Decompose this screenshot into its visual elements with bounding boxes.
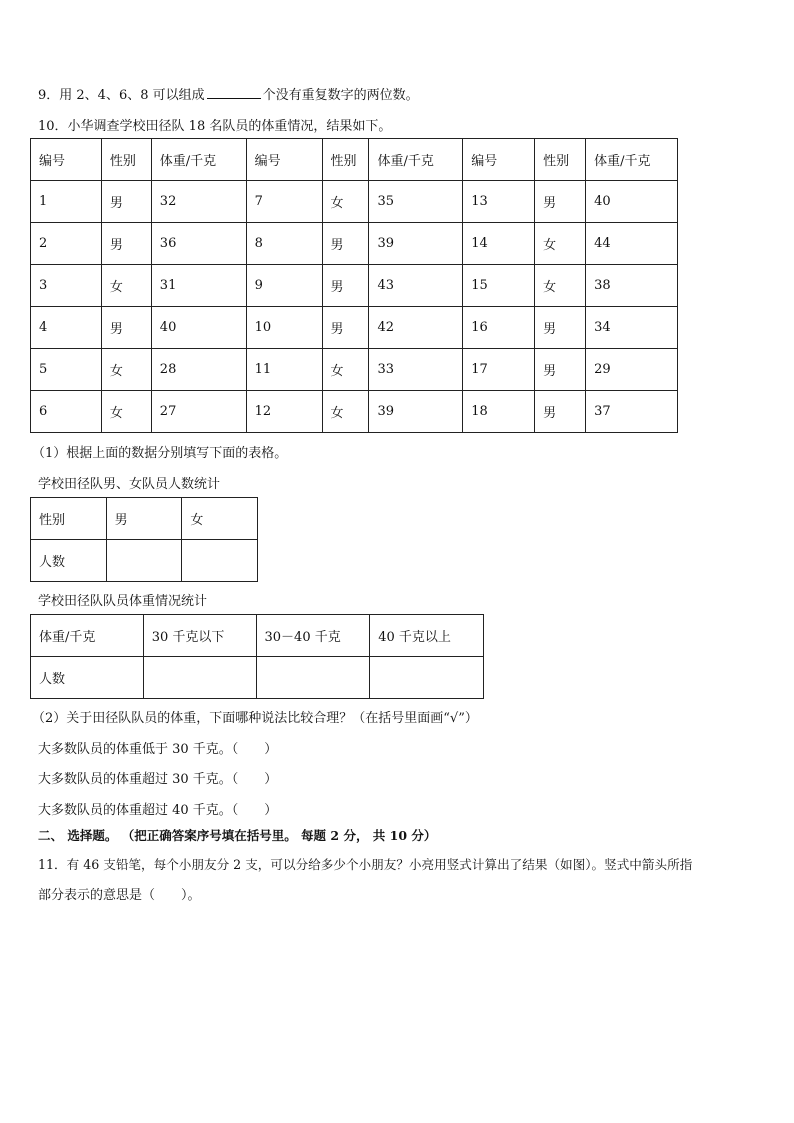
table-cell: 40 bbox=[151, 307, 246, 349]
table-row bbox=[31, 615, 484, 657]
table-cell: 4 bbox=[31, 307, 102, 349]
table-row bbox=[31, 265, 678, 307]
table-cell: 15 bbox=[463, 265, 535, 307]
table-cell: 女 bbox=[322, 181, 369, 223]
table-cell: 39 bbox=[369, 391, 463, 433]
table-cell: 18 bbox=[463, 391, 535, 433]
table-cell: 27 bbox=[151, 391, 246, 433]
table-header-cell: 性别 bbox=[31, 498, 107, 540]
option-3[interactable]: 大多数队员的体重超过 40 千克。（ ） bbox=[38, 803, 278, 818]
table-header-cell: 体重/千克 bbox=[586, 139, 678, 181]
table-header-cell: 40 千克以上 bbox=[370, 615, 484, 657]
table-cell: 2 bbox=[31, 223, 102, 265]
table-cell: 10 bbox=[246, 307, 322, 349]
table-cell: 女 bbox=[535, 265, 586, 307]
table-cell: 14 bbox=[463, 223, 535, 265]
section-2-heading: 二、 选择题。 （把正确答案序号填在括号里。 每题 2 分， 共 10 分） bbox=[38, 828, 437, 843]
table-cell: 16 bbox=[463, 307, 535, 349]
table-cell: 44 bbox=[586, 223, 678, 265]
q10-part1: （1）根据上面的数据分别填写下面的表格。 bbox=[32, 446, 288, 461]
table-cell: 男 bbox=[322, 223, 369, 265]
table-header-cell: 性别 bbox=[101, 139, 151, 181]
table-cell: 34 bbox=[586, 307, 678, 349]
option-1[interactable]: 大多数队员的体重低于 30 千克。（ ） bbox=[38, 742, 278, 757]
table-cell: 8 bbox=[246, 223, 322, 265]
table-row bbox=[31, 391, 678, 433]
table-cell: 36 bbox=[151, 223, 246, 265]
table-row bbox=[31, 223, 678, 265]
table-cell: 7 bbox=[246, 181, 322, 223]
q10-intro: 10．小华调查学校田径队 18 名队员的体重情况，结果如下。 bbox=[38, 119, 392, 134]
table-header-cell: 编号 bbox=[463, 139, 535, 181]
table-cell: 男 bbox=[322, 307, 369, 349]
table-cell: 9 bbox=[246, 265, 322, 307]
table-cell: 43 bbox=[369, 265, 463, 307]
table-cell: 女 bbox=[322, 391, 369, 433]
table-cell: 33 bbox=[369, 349, 463, 391]
table-cell: 35 bbox=[369, 181, 463, 223]
table-row bbox=[31, 498, 258, 540]
weight-range-table bbox=[30, 614, 484, 699]
table-cell: 39 bbox=[369, 223, 463, 265]
table-cell: 13 bbox=[463, 181, 535, 223]
table-header-cell: 编号 bbox=[246, 139, 322, 181]
table-row bbox=[31, 349, 678, 391]
answer-cell-under-30[interactable] bbox=[143, 657, 256, 699]
table-header-row bbox=[31, 139, 678, 181]
table-cell: 女 bbox=[101, 391, 151, 433]
q9-answer-blank[interactable] bbox=[207, 86, 261, 99]
table-cell: 12 bbox=[246, 391, 322, 433]
option-2[interactable]: 大多数队员的体重超过 30 千克。（ ） bbox=[38, 772, 278, 787]
table-cell: 女 bbox=[101, 349, 151, 391]
table-cell: 28 bbox=[151, 349, 246, 391]
table-cell: 男 bbox=[101, 307, 151, 349]
table3-title: 学校田径队队员体重情况统计 bbox=[38, 594, 208, 609]
table-cell: 5 bbox=[31, 349, 102, 391]
table-cell: 男 bbox=[535, 349, 586, 391]
table-row bbox=[31, 307, 678, 349]
table-header-cell: 性别 bbox=[322, 139, 369, 181]
table-cell: 6 bbox=[31, 391, 102, 433]
table-header-cell: 男 bbox=[106, 498, 182, 540]
table-cell: 男 bbox=[535, 391, 586, 433]
answer-cell-30-40[interactable] bbox=[256, 657, 370, 699]
table-cell: 37 bbox=[586, 391, 678, 433]
table-row bbox=[31, 540, 258, 582]
table-cell: 男 bbox=[535, 181, 586, 223]
table-row bbox=[31, 657, 484, 699]
table-cell: 11 bbox=[246, 349, 322, 391]
q9-text-a: 9．用 2、4、6、8 可以组成 bbox=[38, 88, 205, 103]
table-cell: 1 bbox=[31, 181, 102, 223]
answer-cell-male[interactable] bbox=[106, 540, 182, 582]
table-cell: 17 bbox=[463, 349, 535, 391]
table-cell: 男 bbox=[322, 265, 369, 307]
table2-title: 学校田径队男、女队员人数统计 bbox=[38, 477, 221, 492]
table-cell: 31 bbox=[151, 265, 246, 307]
weight-data-table bbox=[30, 138, 678, 433]
table-cell: 38 bbox=[586, 265, 678, 307]
table-cell: 男 bbox=[101, 181, 151, 223]
table-header-cell: 性别 bbox=[535, 139, 586, 181]
table-header-cell: 编号 bbox=[31, 139, 102, 181]
gender-count-table bbox=[30, 497, 258, 582]
table-cell: 男 bbox=[101, 223, 151, 265]
table-header-cell: 30－40 千克 bbox=[256, 615, 370, 657]
question-9 bbox=[38, 84, 419, 103]
table-row bbox=[31, 181, 678, 223]
table-header-cell: 体重/千克 bbox=[151, 139, 246, 181]
table-header-cell: 女 bbox=[182, 498, 258, 540]
table-cell: 女 bbox=[535, 223, 586, 265]
q10-part2: （2）关于田径队队员的体重，下面哪种说法比较合理？（在括号里面画“√”） bbox=[32, 711, 478, 726]
table-cell: 3 bbox=[31, 265, 102, 307]
row-label: 人数 bbox=[31, 540, 107, 582]
table-header-cell: 体重/千克 bbox=[369, 139, 463, 181]
table-cell: 42 bbox=[369, 307, 463, 349]
table-header-cell: 30 千克以下 bbox=[143, 615, 256, 657]
q9-text-b: 个没有重复数字的两位数。 bbox=[262, 88, 419, 103]
answer-cell-female[interactable] bbox=[182, 540, 258, 582]
table-header-cell: 体重/千克 bbox=[31, 615, 144, 657]
table-cell: 女 bbox=[322, 349, 369, 391]
table-cell: 29 bbox=[586, 349, 678, 391]
table-cell: 男 bbox=[535, 307, 586, 349]
table-cell: 女 bbox=[101, 265, 151, 307]
table-cell: 32 bbox=[151, 181, 246, 223]
table-cell: 40 bbox=[586, 181, 678, 223]
answer-cell-over-40[interactable] bbox=[370, 657, 484, 699]
row-label: 人数 bbox=[31, 657, 144, 699]
q11-line1: 11．有 46 支铅笔，每个小朋友分 2 支，可以分给多少个小朋友？小亮用竖式计算出了结果（如图）。竖式中箭头所指 bbox=[38, 857, 693, 872]
q11-line2: 部分表示的意思是（ ）。 bbox=[38, 888, 201, 903]
